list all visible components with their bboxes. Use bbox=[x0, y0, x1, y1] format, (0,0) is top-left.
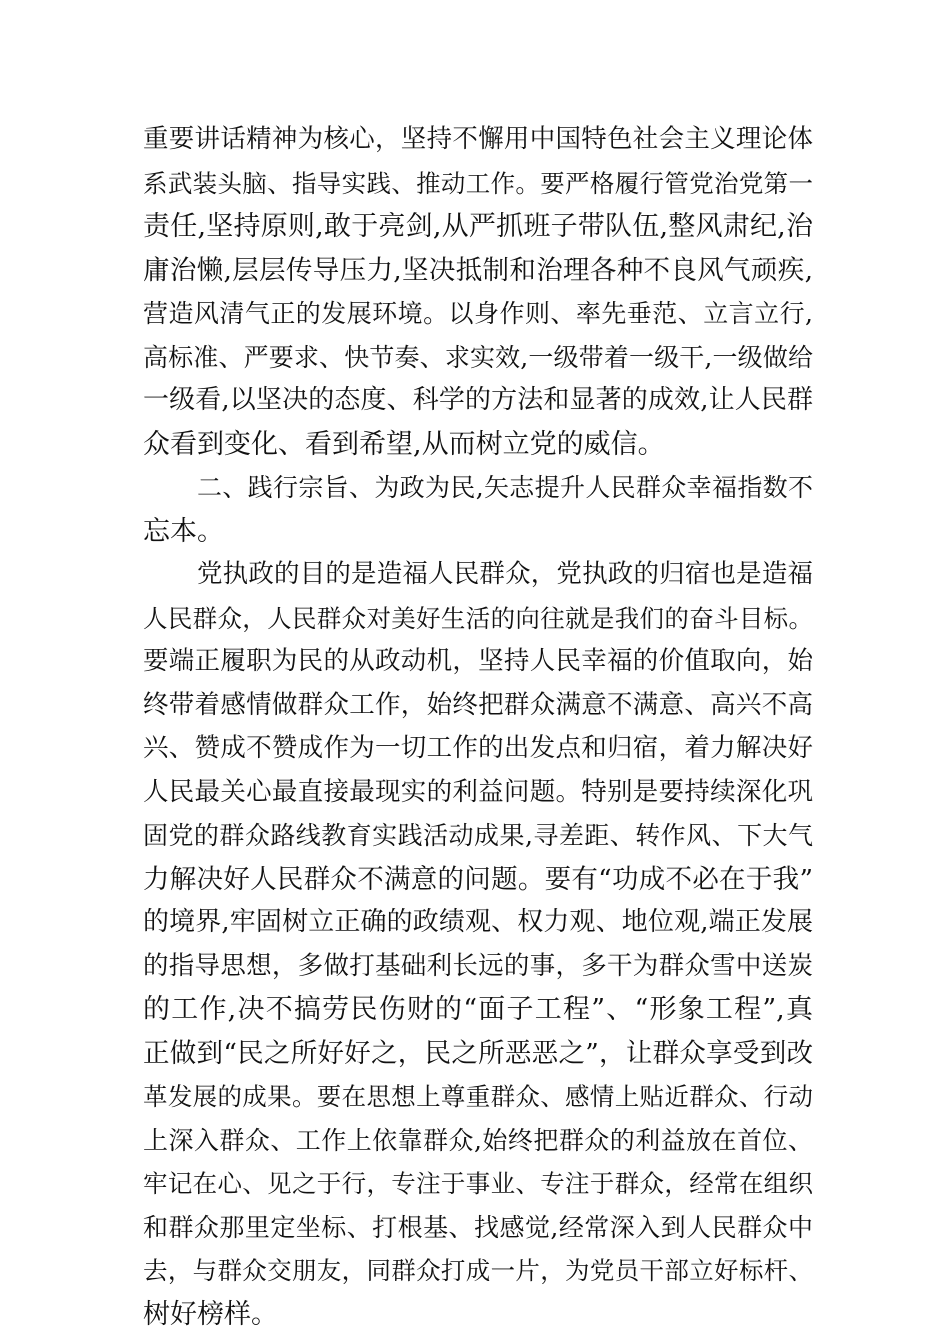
text-line: 树好榜样。 bbox=[143, 1298, 278, 1330]
text-line: 忘本。 bbox=[143, 515, 224, 547]
text-line: 人民群众，人民群众对美好生活的向往就是我们的奋斗目标。 bbox=[143, 603, 813, 633]
text-line: 和群众那里定坐标、打根基、找感觉,经常深入到人民群众中 bbox=[143, 1212, 813, 1242]
text-line: 人民最关心最直接最现实的利益问题。特别是要持续深化巩 bbox=[143, 776, 813, 807]
text-line: 终带着感情做群众工作，始终把群众满意不满意、高兴不高 bbox=[143, 689, 813, 720]
text-line: 兴、赞成不赞成作为一切工作的出发点和归宿，着力解决好 bbox=[143, 733, 813, 763]
document-body-text bbox=[143, 118, 813, 1336]
text-line: 二、践行宗旨、为政为民,矢志提升人民群众幸福指数不 bbox=[197, 473, 813, 502]
text-line: 去，与群众交朋友，同群众打成一片，为党员干部立好标杆、 bbox=[143, 1256, 813, 1285]
text-line: 重要讲话精神为核心，坚持不懈用中国特色社会主义理论体 bbox=[143, 124, 813, 154]
text-line: 正做到“民之所好好之，民之所恶恶之”，让群众享受到改 bbox=[143, 1037, 813, 1069]
text-line: 要端正履职为民的从政动机，坚持人民幸福的价值取向，始 bbox=[143, 646, 813, 676]
text-line: 牢记在心、见之于行，专注于事业、专注于群众，经常在组织 bbox=[143, 1169, 813, 1198]
text-line: 力解决好人民群众不满意的问题。要有“功成不必在于我” bbox=[143, 863, 813, 895]
text-line: 党执政的目的是造福人民群众，党执政的归宿也是造福 bbox=[197, 559, 813, 589]
text-line: 众看到变化、看到希望,从而树立党的威信。 bbox=[143, 428, 665, 460]
text-line: 营造风清气正的发展环境。以身作则、率先垂范、立言立行, bbox=[143, 299, 813, 328]
text-line: 一级看,以坚决的态度、科学的方法和显著的成效,让人民群 bbox=[143, 385, 813, 415]
text-line: 革发展的成果。要在思想上尊重群众、感情上贴近群众、行动 bbox=[143, 1082, 813, 1111]
text-line: 的境界,牢固树立正确的政绩观、权力观、地位观,端正发展 bbox=[143, 907, 813, 937]
text-line: 庸治懒,层层传导压力,坚决抵制和治理各种不良风气顽疾, bbox=[143, 254, 813, 286]
text-line: 责任,坚持原则,敢于亮剑,从严抓班子带队伍,整风肃纪,治 bbox=[143, 211, 813, 242]
text-line: 的指导思想，多做打基础利长远的事，多干为群众雪中送炭 bbox=[143, 950, 813, 981]
text-line: 上深入群众、工作上依靠群众,始终把群众的利益放在首位、 bbox=[143, 1125, 813, 1155]
text-line: 的工作,决不搞劳民伤财的“面子工程”、“形象工程”,真 bbox=[143, 994, 813, 1025]
text-line: 高标准、严要求、快节奏、求实效,一级带着一级干,一级做给 bbox=[143, 342, 813, 372]
text-line: 固党的群众路线教育实践活动成果,寻差距、转作风、下大气 bbox=[143, 821, 813, 850]
text-line: 系武装头脑、指导实践、推动工作。要严格履行管党治党第一 bbox=[143, 168, 813, 198]
